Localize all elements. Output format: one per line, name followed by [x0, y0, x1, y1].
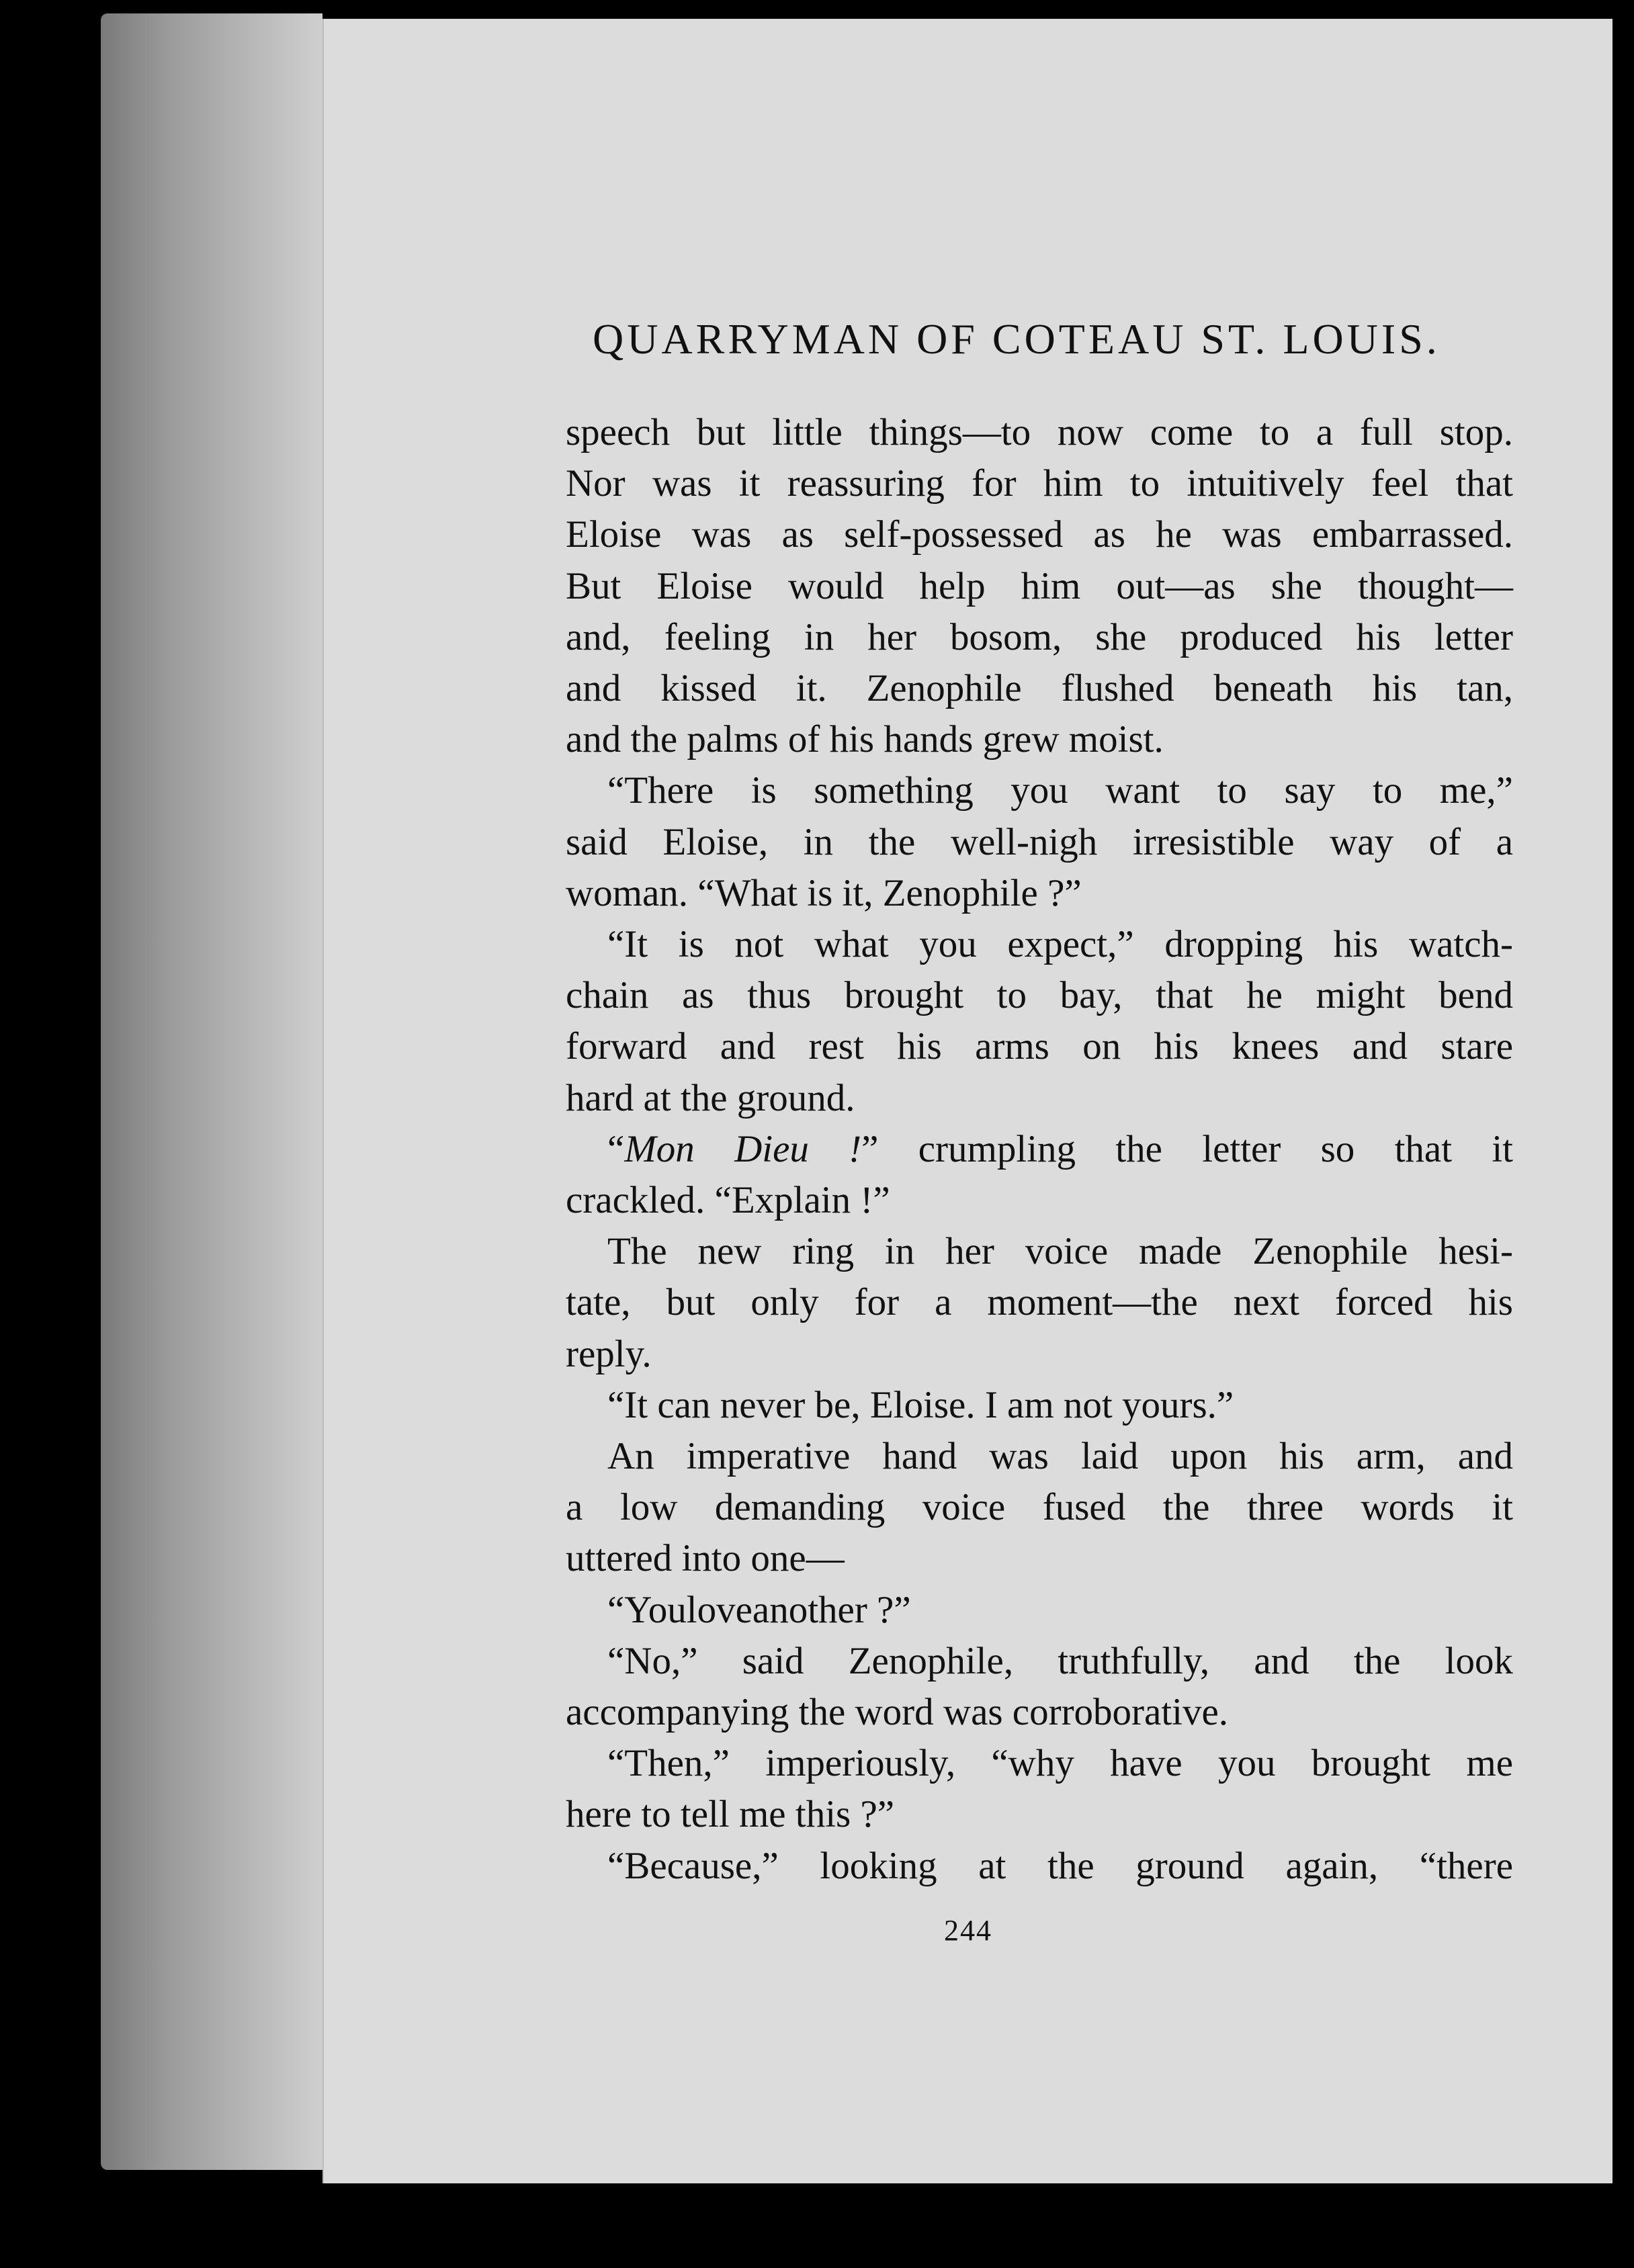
text-line: tate, but only for a moment—the next forced his — [566, 1281, 1513, 1324]
text-line: Nor was it reassuring for him to intuitively feel that — [566, 462, 1513, 505]
text-line: chain as thus brought to bay, that he might bend — [566, 974, 1513, 1017]
text-line: forward and rest his arms on his knees and stare — [566, 1025, 1513, 1068]
text-line: speech but little things—to now come to a full stop. — [566, 411, 1513, 453]
text-line: “It can never be, Eloise. I am not yours.” — [607, 1383, 1234, 1426]
text-line: An imperative hand was laid upon his arm, and — [607, 1435, 1513, 1478]
text-line: here to tell me this ?” — [566, 1793, 895, 1836]
text-line: Eloise was as self-possessed as he was embarrassed. — [566, 513, 1513, 556]
text-line: “It is not what you expect,” dropping his watch- — [607, 923, 1513, 966]
body-text — [566, 407, 1513, 1892]
running-head: QUARRYMAN OF COTEAU ST. LOUIS. — [593, 315, 1440, 363]
text-line: “There is something you want to say to me,” — [607, 769, 1513, 812]
text-line: uttered into one— — [566, 1537, 845, 1580]
text-line: woman. “What is it, Zenophile ?” — [566, 871, 1082, 914]
text-line: said Eloise, in the well-nigh irresistible way of a — [566, 820, 1513, 863]
text-line — [566, 1124, 1513, 1175]
text-line: crackled. “Explain !” — [566, 1179, 890, 1222]
text-line: a low demanding voice fused the three words it — [566, 1486, 1513, 1529]
open-quote: “ — [607, 1127, 625, 1170]
text-line: The new ring in her voice made Zenophile hesi- — [607, 1230, 1513, 1273]
text-line: accompanying the word was corroborative. — [566, 1691, 1229, 1734]
text-line: “Because,” looking at the ground again, “there — [607, 1844, 1513, 1887]
text-line: and, feeling in her bosom, she produced his letter — [566, 615, 1513, 658]
book-page-edges — [101, 13, 322, 2170]
text-line: reply. — [566, 1332, 652, 1375]
text-line: and kissed it. Zenophile flushed beneath his tan, — [566, 667, 1513, 710]
page-number: 244 — [944, 1914, 992, 1947]
text-line-rest: ” crumpling the letter so that it — [861, 1127, 1513, 1170]
text-line: hard at the ground. — [566, 1076, 855, 1119]
book-page — [322, 19, 1612, 2183]
text-line: and the palms of his hands grew moist. — [566, 718, 1164, 761]
text-line: “No,” said Zenophile, truthfully, and the look — [607, 1639, 1513, 1682]
text-line: But Eloise would help him out—as she thought— — [566, 564, 1513, 607]
text-line: “Youloveanother ?” — [607, 1588, 911, 1631]
text-line: “Then,” imperiously, “why have you brought me — [607, 1742, 1513, 1785]
italic-phrase: Mon Dieu ! — [624, 1127, 862, 1170]
